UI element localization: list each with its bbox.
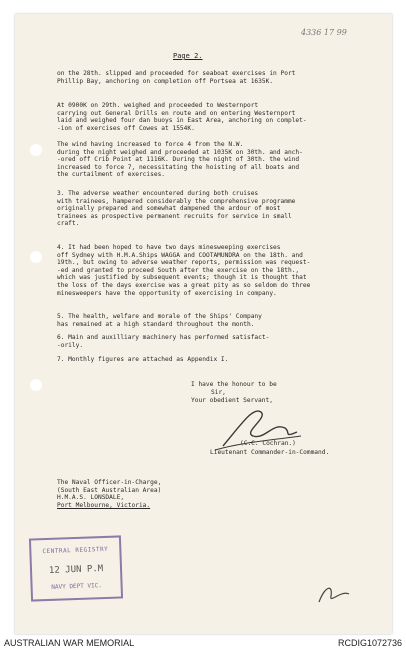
body-line: 5. The health, welfare and morale of the Ships' Company [57, 313, 262, 320]
body-line: carrying out General Drills en route and on entering Westernport [57, 109, 296, 117]
closing-line: Sir, [211, 389, 226, 396]
body-line: off Sydney with H.M.A.Ships WAGGA and COOTAMUNDRA on the 18th. and [57, 251, 303, 259]
body-line: originally prepared and somewhat dampened the ardour of most [57, 205, 281, 213]
addressee-line: Port Melbourne, Victoria. [57, 501, 151, 509]
body-line: Phillip Bay, anchoring on completion off Portsea at 1635K. [57, 77, 274, 85]
body-line: -ion of exercises off Cowes at 1554K. [57, 124, 195, 132]
body-line: 19th., but owing to adverse weather reports, permission was request- [57, 259, 311, 267]
body-line: trainees as prospective permanent recruits for service in small [57, 212, 292, 220]
body-line: during the night weighed and proceeded at 1035K on 30th. and anch- [57, 148, 303, 156]
punch-hole [30, 251, 42, 263]
signature-scrawl [213, 402, 303, 454]
signature-name: (C.C. Cochran.) [240, 440, 296, 447]
body-line: 3. The adverse weather encountered during both cruises [57, 190, 259, 197]
addressee-line: (South East Australian Area) [57, 486, 162, 494]
body-line: 4. It had been hoped to have two days minesweeping exercises [57, 244, 281, 251]
body-line: The wind having increased to force 4 from the N.W. [57, 141, 244, 148]
body-line: -ed and granted to proceed South after the exercise on the 18th., [57, 266, 300, 274]
body-line: minesweepers have the opportunity of exercising in company. [57, 289, 277, 297]
body-line: has remained at a high standard throughout the month. [57, 320, 255, 328]
body-line: laid and weighed four dan buoys in East Area, anchoring on complet- [57, 117, 307, 125]
punch-hole [30, 379, 42, 391]
page-heading: Page 2. [173, 52, 203, 60]
registry-stamp: CENTRAL REGISTRY 12 JUN P.M NAVY DEPT VIC. [29, 535, 123, 601]
body-line: -orily. [57, 341, 84, 349]
closing-line: Your obedient Servant, [191, 397, 273, 404]
body-line: 6. Main and auxilliary machinery has performed satisfact- [57, 334, 270, 341]
initials-scrawl [315, 582, 355, 610]
document-page [15, 14, 392, 634]
body-line: the curtailment of exercises. [57, 171, 166, 179]
body-line: At 0900K on 29th. weighed and proceeded to Westernport [57, 102, 259, 109]
addressee-line: The Naval Officer-in-Charge, [57, 479, 162, 486]
body-line: the loss of the days exercise was a great pity as so seldom do three [57, 282, 311, 289]
body-line: on the 28th. slipped and proceeded for seaboat exercises in Port [57, 70, 296, 77]
body-line: with trainees, hampered considerably the comprehensive programme [57, 197, 296, 205]
closing-line: I have the honour to be [191, 381, 277, 388]
punch-hole [30, 144, 42, 156]
body-line: 7. Monthly figures are attached as Appendix I. [57, 356, 229, 363]
addressee-line: H.M.A.S. LONSDALE, [57, 494, 125, 502]
body-line: increased to force 7, necessitating the hoisting of all boats and [57, 163, 300, 171]
footer-record-id: RCDIG1072736 [337, 638, 402, 648]
body-line: -ored off Crib Point at 1116K. During the night of 30th. the wind [57, 156, 300, 164]
body-line: craft. [57, 220, 80, 228]
body-line: which was justified by subsequent events; though it is thought that [57, 274, 307, 282]
archive-reference: 4336 17 99 [301, 28, 347, 37]
signature-rank: Lieutenant Commander-in-Command. [210, 449, 330, 456]
footer-credit: AUSTRALIAN WAR MEMORIAL [4, 638, 135, 648]
